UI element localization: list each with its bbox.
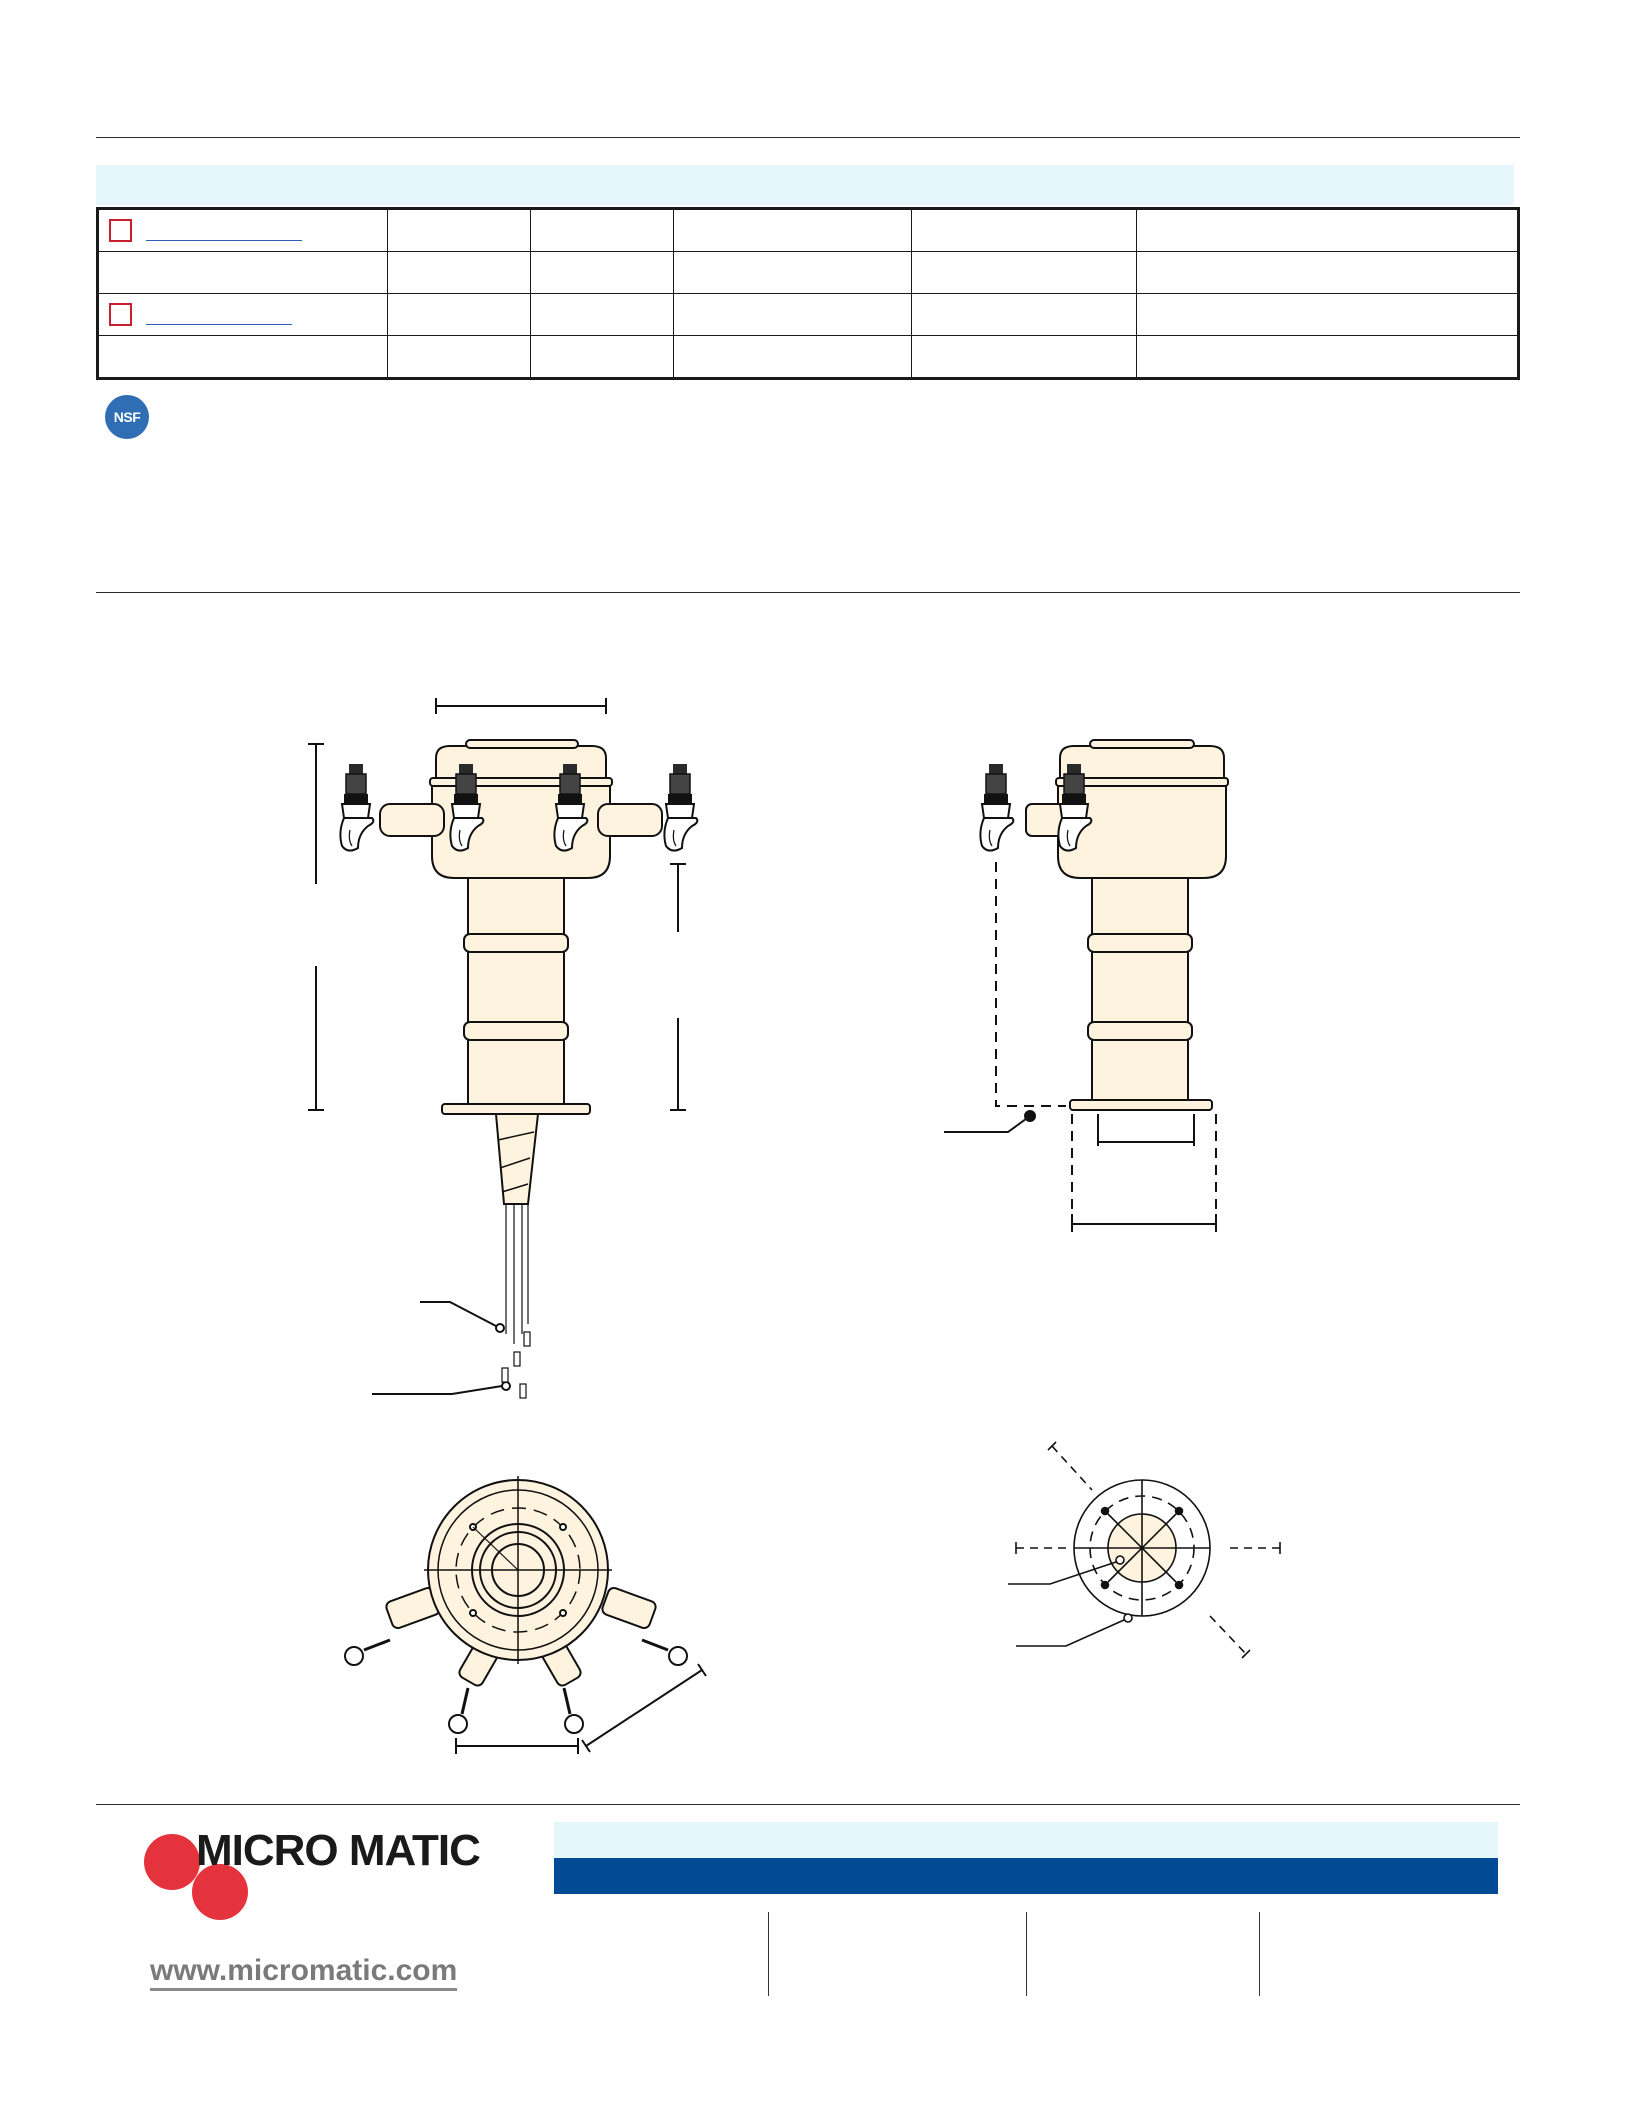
- footer-separator: [1259, 1912, 1260, 1996]
- website-link[interactable]: www.micromatic.com: [150, 1954, 457, 1991]
- footer-blue-band: [554, 1858, 1498, 1894]
- footer-rule: [96, 1804, 1520, 1805]
- nsf-badge-text: NSF: [113, 409, 141, 425]
- footer-separator: [1026, 1912, 1027, 1996]
- footer-separator: [768, 1912, 769, 1996]
- footer-light-band: [554, 1822, 1498, 1858]
- logo-circle: [144, 1834, 200, 1890]
- mounting-template-drawing: [1008, 1442, 1280, 1658]
- brand-name: MICRO MATIC: [196, 1826, 480, 1875]
- top-view-drawing: [345, 1476, 706, 1754]
